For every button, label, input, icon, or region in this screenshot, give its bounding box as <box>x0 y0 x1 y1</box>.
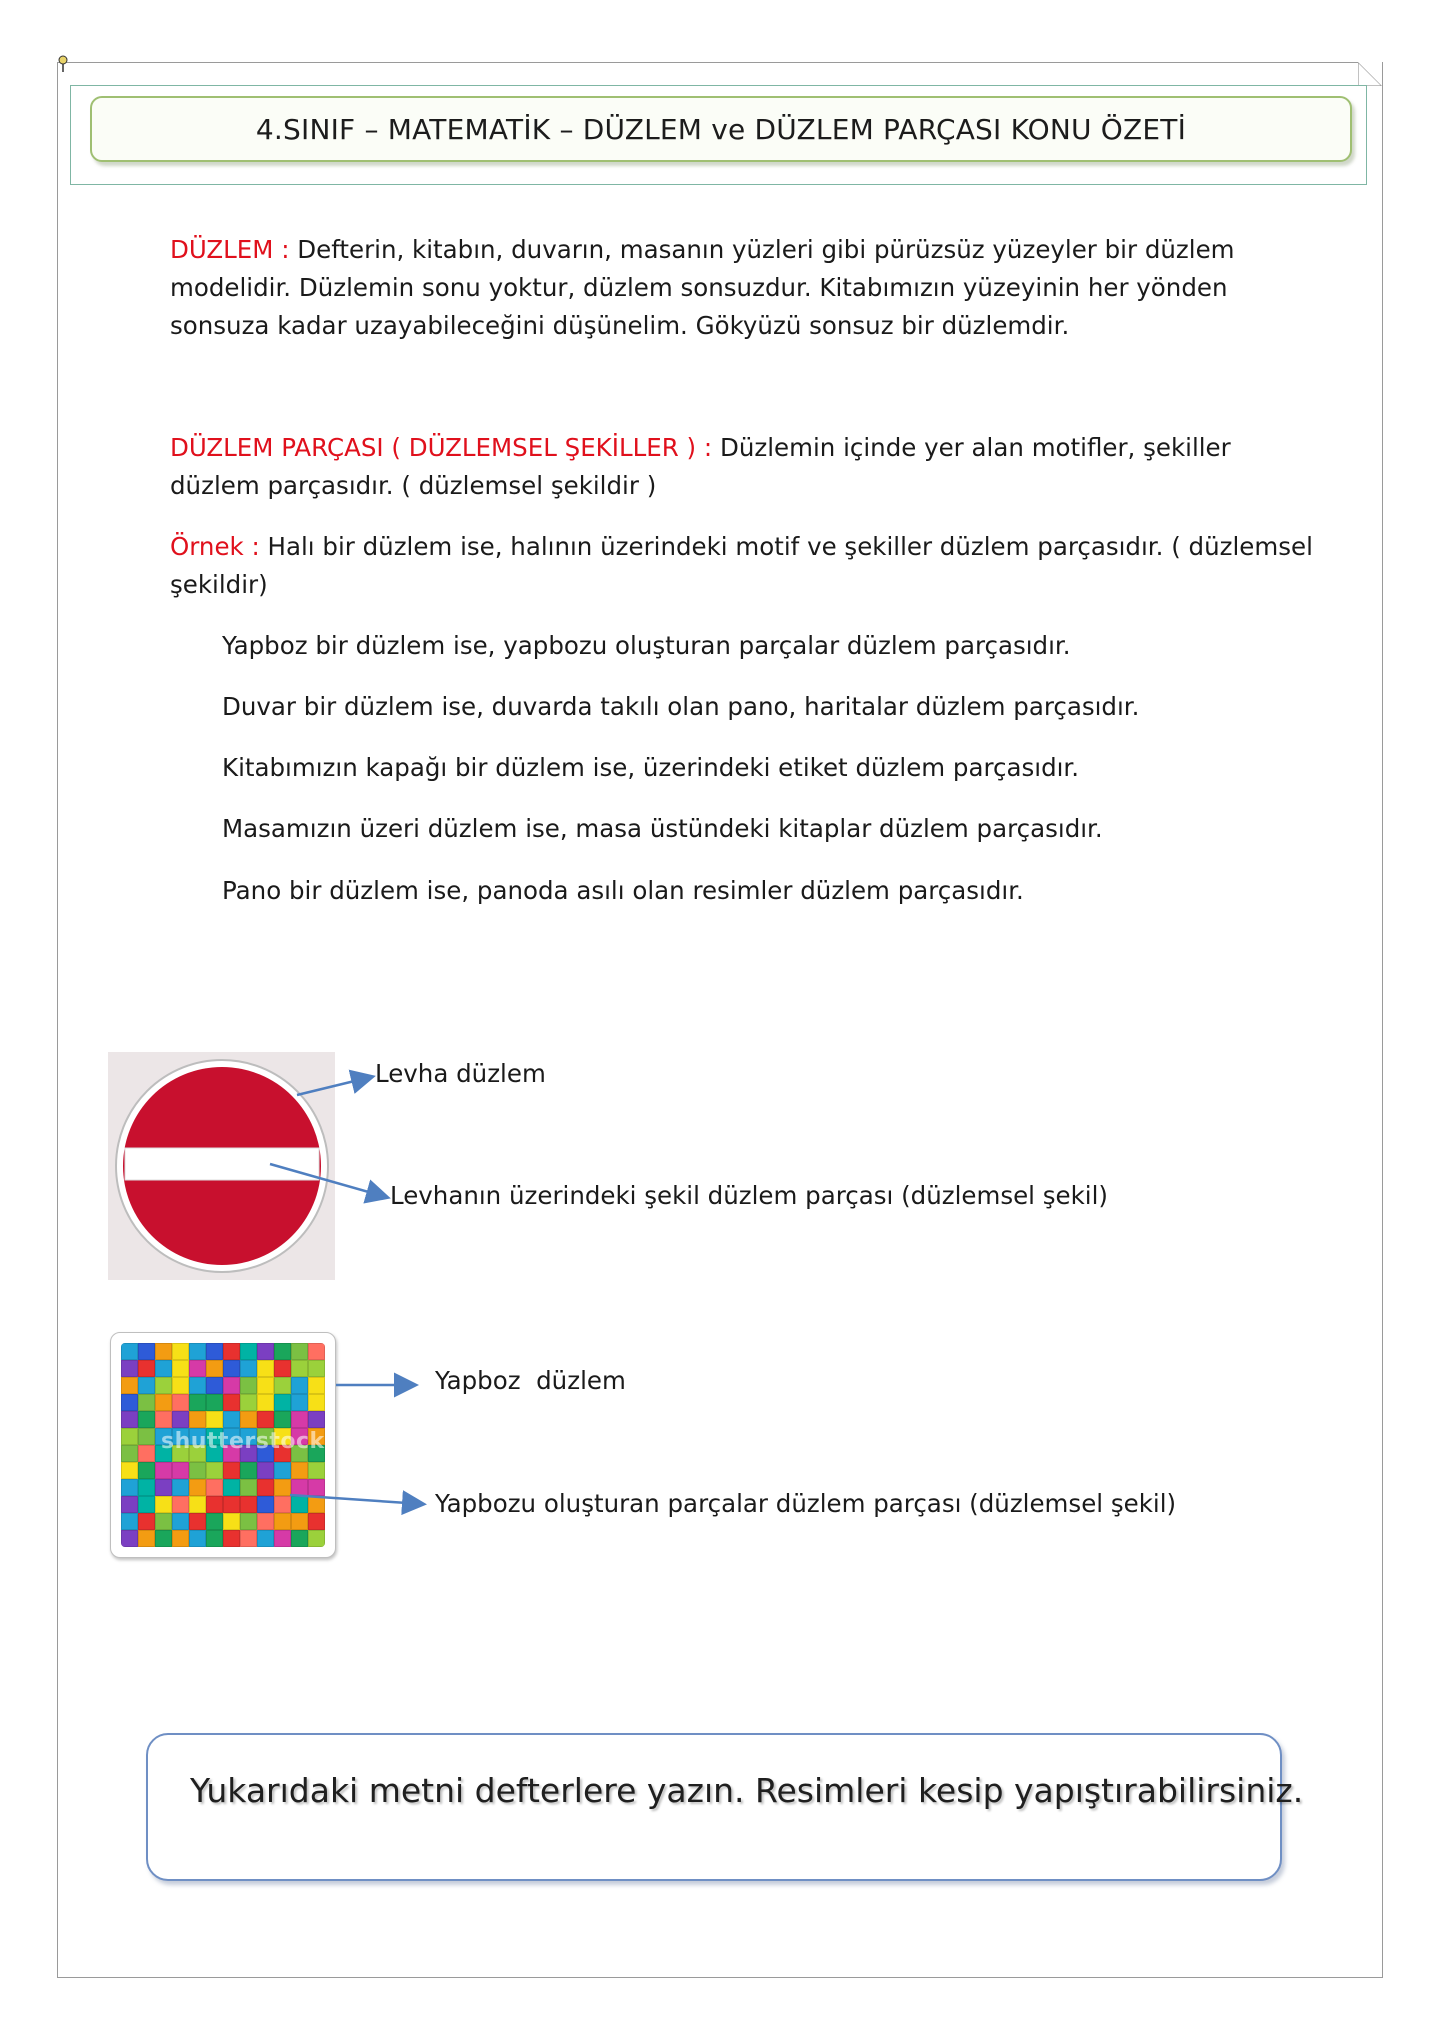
puzzle-piece <box>155 1343 172 1360</box>
puzzle-piece <box>240 1530 257 1547</box>
puzzle-watermark: shutterstock <box>161 1429 325 1454</box>
puzzle-piece <box>308 1411 325 1428</box>
example-item: Masamızın üzeri düzlem ise, masa üstündeki kitaplar düzlem parçasıdır. <box>222 814 1103 843</box>
puzzle-piece <box>189 1411 206 1428</box>
puzzle-piece <box>155 1411 172 1428</box>
puzzle-piece <box>172 1377 189 1394</box>
puzzle-piece <box>206 1496 223 1513</box>
ornek-line-2: şekildir) <box>170 570 268 599</box>
puzzle-piece <box>155 1496 172 1513</box>
puzzle-piece <box>172 1479 189 1496</box>
puzzle-piece <box>121 1377 138 1394</box>
puzzle-piece <box>291 1360 308 1377</box>
puzzle-piece <box>189 1360 206 1377</box>
puzzle-piece <box>274 1411 291 1428</box>
page-title: 4.SINIF – MATEMATİK – DÜZLEM ve DÜZLEM PARÇASI KONU ÖZETİ <box>255 112 1187 146</box>
ornek-term: Örnek : <box>170 532 260 561</box>
puzzle-piece <box>308 1496 325 1513</box>
puzzle-piece <box>206 1360 223 1377</box>
puzzle-piece <box>155 1394 172 1411</box>
page-fold-corner <box>1358 62 1382 86</box>
puzzle-piece <box>121 1462 138 1479</box>
puzzle-piece <box>172 1513 189 1530</box>
puzzle-piece <box>291 1462 308 1479</box>
puzzle-piece <box>172 1343 189 1360</box>
puzzle-piece <box>121 1496 138 1513</box>
label-levha-parca: Levhanın üzerindeki şekil düzlem parçası (düzlemsel şekil) <box>390 1181 1108 1210</box>
pin-icon <box>55 55 71 73</box>
duzlem-parcasi-line-1: Düzlemin içinde yer alan motifler, şekiller <box>712 433 1231 462</box>
puzzle-piece <box>206 1479 223 1496</box>
puzzle-piece <box>189 1530 206 1547</box>
puzzle-piece <box>257 1377 274 1394</box>
label-yapboz-parca: Yapbozu oluşturan parçalar düzlem parçası (düzlemsel şekil) <box>435 1489 1177 1518</box>
puzzle-piece <box>257 1496 274 1513</box>
puzzle-piece <box>291 1513 308 1530</box>
duzlem-line-1: Defterin, kitabın, duvarın, masanın yüzleri gibi pürüzsüz yüzeyler bir düzlem <box>289 235 1235 264</box>
puzzle-piece <box>274 1513 291 1530</box>
duzlem-parcasi-line-2: düzlem parçasıdır. ( düzlemsel şekildir ) <box>170 471 657 500</box>
puzzle-piece <box>121 1428 138 1445</box>
puzzle-piece <box>138 1343 155 1360</box>
puzzle-piece <box>223 1394 240 1411</box>
puzzle-piece <box>257 1394 274 1411</box>
puzzle-piece <box>257 1479 274 1496</box>
puzzle-piece <box>291 1411 308 1428</box>
puzzle-piece <box>274 1377 291 1394</box>
puzzle-piece <box>257 1513 274 1530</box>
puzzle-piece <box>138 1360 155 1377</box>
puzzle-piece <box>121 1530 138 1547</box>
ornek-paragraph <box>170 528 1350 604</box>
puzzle-piece <box>257 1343 274 1360</box>
puzzle-piece <box>240 1479 257 1496</box>
puzzle-piece <box>308 1530 325 1547</box>
duzlem-line-3: sonsuza kadar uzayabileceğini düşünelim. Gökyüzü sonsuz bir düzlemdir. <box>170 311 1070 340</box>
puzzle-piece <box>189 1343 206 1360</box>
puzzle-piece <box>223 1513 240 1530</box>
puzzle-piece <box>206 1411 223 1428</box>
puzzle-piece <box>189 1513 206 1530</box>
label-levha-duzlem: Levha düzlem <box>375 1059 546 1088</box>
puzzle-piece <box>291 1479 308 1496</box>
puzzle-piece <box>257 1530 274 1547</box>
puzzle-piece <box>223 1479 240 1496</box>
puzzle-piece <box>138 1445 155 1462</box>
puzzle-piece <box>274 1360 291 1377</box>
puzzle-piece <box>138 1377 155 1394</box>
puzzle-piece <box>138 1411 155 1428</box>
title-banner <box>90 96 1352 162</box>
puzzle-piece <box>138 1428 155 1445</box>
puzzle-piece <box>308 1360 325 1377</box>
puzzle-piece <box>121 1479 138 1496</box>
puzzle-piece <box>155 1479 172 1496</box>
example-item: Pano bir düzlem ise, panoda asılı olan resimler düzlem parçasıdır. <box>222 876 1024 905</box>
puzzle-piece <box>172 1360 189 1377</box>
puzzle-piece <box>206 1530 223 1547</box>
puzzle-piece <box>308 1479 325 1496</box>
puzzle-piece <box>274 1496 291 1513</box>
puzzle-piece <box>172 1462 189 1479</box>
duzlem-term: DÜZLEM : <box>170 235 290 264</box>
page-frame <box>57 62 1383 1978</box>
puzzle-piece <box>223 1530 240 1547</box>
puzzle-piece <box>308 1462 325 1479</box>
puzzle-piece <box>172 1496 189 1513</box>
duzlem-line-2: modelidir. Düzlemin sonu yoktur, düzlem sonsuzdur. Kitabımızın yüzeyinin her yönden <box>170 273 1228 302</box>
puzzle-piece <box>189 1462 206 1479</box>
puzzle-piece <box>155 1360 172 1377</box>
puzzle-piece <box>189 1394 206 1411</box>
no-entry-sign-icon <box>108 1052 335 1280</box>
puzzle-piece <box>291 1377 308 1394</box>
ornek-line-1: Halı bir düzlem ise, halının üzerindeki motif ve şekiller düzlem parçasıdır. ( düzlemsel <box>259 532 1313 561</box>
puzzle-piece <box>257 1360 274 1377</box>
duzlem-parcasi-term: DÜZLEM PARÇASI ( DÜZLEMSEL ŞEKİLLER ) : <box>170 433 713 462</box>
duzlem-definition <box>170 231 1350 345</box>
jigsaw-puzzle-icon <box>110 1332 336 1558</box>
puzzle-piece <box>206 1462 223 1479</box>
puzzle-piece <box>274 1530 291 1547</box>
puzzle-piece <box>240 1343 257 1360</box>
puzzle-piece <box>274 1462 291 1479</box>
example-item: Duvar bir düzlem ise, duvarda takılı olan pano, haritalar düzlem parçasıdır. <box>222 692 1140 721</box>
puzzle-piece <box>138 1530 155 1547</box>
puzzle-piece <box>308 1377 325 1394</box>
puzzle-piece <box>223 1496 240 1513</box>
puzzle-piece <box>206 1377 223 1394</box>
puzzle-piece <box>223 1343 240 1360</box>
puzzle-piece <box>172 1394 189 1411</box>
puzzle-piece <box>138 1479 155 1496</box>
puzzle-piece <box>121 1394 138 1411</box>
puzzle-piece <box>240 1496 257 1513</box>
puzzle-piece <box>121 1343 138 1360</box>
puzzle-piece <box>240 1394 257 1411</box>
puzzle-piece <box>291 1530 308 1547</box>
puzzle-piece <box>223 1462 240 1479</box>
puzzle-piece <box>257 1411 274 1428</box>
duzlem-parcasi-definition <box>170 429 1350 505</box>
puzzle-piece <box>138 1496 155 1513</box>
instruction-text: Yukarıdaki metni defterlere yazın. Resimleri kesip yapıştırabilirsiniz. <box>190 1771 1304 1810</box>
puzzle-piece <box>189 1479 206 1496</box>
puzzle-piece <box>121 1445 138 1462</box>
puzzle-piece <box>138 1394 155 1411</box>
puzzle-piece <box>138 1513 155 1530</box>
puzzle-piece <box>155 1513 172 1530</box>
puzzle-piece <box>155 1462 172 1479</box>
puzzle-piece <box>121 1360 138 1377</box>
puzzle-piece <box>189 1496 206 1513</box>
puzzle-piece <box>291 1343 308 1360</box>
puzzle-piece <box>308 1513 325 1530</box>
puzzle-piece <box>223 1360 240 1377</box>
puzzle-piece <box>308 1394 325 1411</box>
puzzle-piece <box>206 1513 223 1530</box>
puzzle-piece <box>172 1411 189 1428</box>
puzzle-piece <box>155 1377 172 1394</box>
puzzle-piece <box>189 1377 206 1394</box>
puzzle-piece <box>223 1411 240 1428</box>
example-item: Yapboz bir düzlem ise, yapbozu oluşturan parçalar düzlem parçasıdır. <box>222 631 1071 660</box>
puzzle-piece <box>240 1411 257 1428</box>
puzzle-piece <box>274 1394 291 1411</box>
puzzle-piece <box>274 1343 291 1360</box>
puzzle-piece <box>121 1513 138 1530</box>
puzzle-piece <box>240 1377 257 1394</box>
puzzle-piece <box>274 1479 291 1496</box>
puzzle-piece <box>138 1462 155 1479</box>
puzzle-piece <box>155 1530 172 1547</box>
puzzle-piece <box>206 1394 223 1411</box>
puzzle-piece <box>240 1513 257 1530</box>
example-item: Kitabımızın kapağı bir düzlem ise, üzerindeki etiket düzlem parçasıdır. <box>222 753 1080 782</box>
puzzle-piece <box>291 1496 308 1513</box>
label-yapboz-duzlem: Yapboz düzlem <box>435 1366 626 1395</box>
puzzle-piece <box>291 1394 308 1411</box>
puzzle-piece <box>240 1462 257 1479</box>
puzzle-piece <box>121 1411 138 1428</box>
puzzle-piece <box>240 1360 257 1377</box>
puzzle-piece <box>223 1377 240 1394</box>
puzzle-piece <box>257 1462 274 1479</box>
puzzle-piece <box>308 1343 325 1360</box>
puzzle-piece <box>206 1343 223 1360</box>
puzzle-piece <box>172 1530 189 1547</box>
